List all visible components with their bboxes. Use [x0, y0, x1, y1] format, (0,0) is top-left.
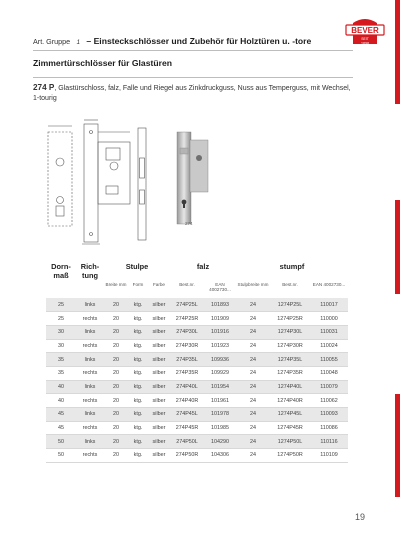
cell-richtung: links	[76, 435, 104, 449]
cell-breite: 20	[113, 425, 119, 432]
product-code: 274 P	[33, 83, 55, 92]
lock-keyhole-slot	[183, 203, 185, 208]
lock-latch	[180, 148, 188, 154]
cell-falz-nr: 274P50R	[175, 452, 199, 459]
cell-richtung: rechts	[82, 315, 98, 322]
edge-marker-lower	[395, 394, 400, 497]
page-title: – Einsteckschlösser und Zubehör für Holztüren u. -tore	[86, 36, 312, 46]
cell-breite: 20	[104, 325, 128, 339]
cell-stulpbreite: 24	[236, 380, 270, 394]
cell-breite: 20	[113, 370, 119, 377]
table-row	[46, 449, 348, 463]
subheader-ean-2: EAN 4002730...	[312, 282, 346, 287]
cell-stumpf-nr: 1274P45L	[270, 408, 310, 422]
cell-richtung: links	[76, 325, 104, 339]
cell-falz-ean: 101909	[211, 315, 229, 322]
cell-dorn: 30	[46, 325, 76, 339]
subheader-ean: EAN 4002730...	[209, 282, 231, 292]
cell-falz-ean: 101893	[204, 298, 236, 312]
cell-form: ktg.	[128, 353, 148, 367]
col-falz: falz	[196, 262, 210, 271]
logo-sub: SEIT	[361, 37, 369, 41]
lock-product-photo	[163, 118, 213, 248]
cell-dorn: 50	[58, 452, 64, 459]
cell-dorn: 25	[46, 298, 76, 312]
cell-stumpf-ean: 110048	[320, 370, 338, 377]
cell-breite: 20	[113, 315, 119, 322]
cell-stumpf-nr: 1274P30L	[270, 325, 310, 339]
cell-form: ktg.	[128, 380, 148, 394]
cell-breite: 20	[104, 435, 128, 449]
page-header	[33, 31, 341, 49]
cell-dorn: 35	[58, 370, 64, 377]
lock-faceplate	[177, 132, 191, 224]
cell-farbe: silber	[152, 315, 166, 322]
cell-farbe: silber	[152, 397, 166, 404]
cell-form: ktg.	[133, 315, 143, 322]
cell-form: ktg.	[128, 325, 148, 339]
header-divider	[33, 50, 353, 51]
section-title: Zimmertürschlösser für Glastüren	[33, 58, 172, 68]
cell-dorn: 45	[46, 408, 76, 422]
cell-farbe: silber	[152, 342, 166, 349]
cell-breite: 20	[104, 298, 128, 312]
cell-falz-ean: 101985	[211, 425, 229, 432]
table-row	[46, 435, 348, 449]
cell-stumpf-ean: 110000	[320, 315, 338, 322]
cell-form: ktg.	[128, 298, 148, 312]
cell-breite: 20	[104, 408, 128, 422]
col-richtung: Rich-tung	[80, 262, 100, 280]
product-text: , Glastürschloss, falz, Falle und Riegel aus Zinkdruckguss, Nuss aus Temperguss, mit Wechsel, 1-tourig	[33, 85, 351, 102]
cell-farbe: silber	[148, 435, 170, 449]
bever-logo	[345, 14, 385, 50]
cell-falz-nr: 274P35R	[175, 370, 199, 377]
cell-farbe: silber	[148, 325, 170, 339]
cell-farbe: silber	[148, 408, 170, 422]
cell-richtung: links	[76, 380, 104, 394]
table-row	[46, 380, 348, 394]
cell-stumpf-ean: 110116	[310, 435, 348, 449]
cell-falz-nr: 274P50L	[170, 435, 204, 449]
cell-falz-nr: 274P30R	[175, 342, 199, 349]
cell-farbe: silber	[152, 425, 166, 432]
cell-stumpf-ean: 110055	[310, 353, 348, 367]
cell-stumpf-nr: 1274P30R	[277, 342, 303, 349]
cell-stumpf-nr: 1274P35R	[277, 370, 303, 377]
edge-marker-middle	[395, 200, 400, 294]
cell-stulpbreite: 24	[250, 452, 256, 459]
cell-richtung: rechts	[82, 342, 98, 349]
cell-breite: 20	[113, 452, 119, 459]
cell-falz-nr: 274P35L	[170, 353, 204, 367]
section-divider	[33, 77, 353, 78]
col-stulpe: Stulpe	[125, 262, 149, 271]
table-row	[46, 298, 348, 312]
product-table	[46, 262, 348, 463]
subheader-empty	[76, 282, 104, 298]
cell-stumpf-ean: 110079	[310, 380, 348, 394]
cell-farbe: silber	[148, 353, 170, 367]
cell-richtung: rechts	[82, 397, 98, 404]
cell-falz-ean: 101916	[204, 325, 236, 339]
cell-breite: 20	[113, 342, 119, 349]
cell-form: ktg.	[133, 425, 143, 432]
col-dornmass: Dorn-maß	[51, 262, 71, 280]
group-label: Art. Gruppe	[33, 37, 71, 46]
cell-form: ktg.	[133, 397, 143, 404]
col-stumpf: stumpf	[279, 262, 305, 271]
cell-richtung: rechts	[82, 425, 98, 432]
cell-stulpbreite: 24	[250, 397, 256, 404]
cell-dorn: 25	[58, 315, 64, 322]
subheader-best-nr: Best.nr.	[179, 282, 195, 287]
cell-stumpf-nr: 1274P35L	[270, 353, 310, 367]
cell-falz-ean: 109936	[204, 353, 236, 367]
cell-stumpf-nr: 1274P40L	[270, 380, 310, 394]
cell-dorn: 45	[58, 425, 64, 432]
lock-technical-drawing	[42, 118, 152, 246]
cell-stulpbreite: 24	[236, 298, 270, 312]
cell-richtung: links	[76, 408, 104, 422]
cell-falz-ean: 104290	[204, 435, 236, 449]
subheader-form: Form	[132, 282, 144, 287]
cell-dorn: 40	[58, 397, 64, 404]
table-row	[46, 339, 348, 353]
cell-farbe: silber	[152, 452, 166, 459]
cell-form: ktg.	[128, 408, 148, 422]
cell-stulpbreite: 24	[236, 353, 270, 367]
cell-falz-ean: 101961	[211, 397, 229, 404]
table-row	[46, 394, 348, 408]
cell-stumpf-ean: 110093	[310, 408, 348, 422]
cell-dorn: 30	[58, 342, 64, 349]
cell-stumpf-ean: 110031	[310, 325, 348, 339]
cell-falz-nr: 274P25L	[170, 298, 204, 312]
product-description	[33, 83, 353, 104]
cell-richtung: links	[76, 353, 104, 367]
cell-falz-ean: 109929	[211, 370, 229, 377]
cell-breite: 20	[104, 380, 128, 394]
table-row	[46, 408, 348, 422]
cell-falz-ean: 101923	[211, 342, 229, 349]
cell-falz-ean: 101954	[204, 380, 236, 394]
cell-richtung: rechts	[82, 370, 98, 377]
cell-falz-nr: 274P45L	[170, 408, 204, 422]
cell-stulpbreite: 24	[236, 325, 270, 339]
cell-breite: 20	[113, 397, 119, 404]
cell-falz-nr: 274P45R	[175, 425, 199, 432]
lock-body	[190, 140, 208, 192]
cell-stumpf-ean: 110109	[320, 452, 338, 459]
cell-stumpf-ean: 110086	[320, 425, 338, 432]
subheader-best-nr-2: Best.nr.	[282, 282, 298, 287]
subheader-empty	[46, 282, 76, 298]
logo-year: 1898	[361, 41, 369, 46]
cell-stumpf-nr: 1274P50L	[270, 435, 310, 449]
cell-stulpbreite: 24	[250, 370, 256, 377]
cell-stumpf-nr: 1274P25R	[277, 315, 303, 322]
cell-stumpf-nr: 1274P50R	[277, 452, 303, 459]
table-row	[46, 366, 348, 380]
cell-stumpf-nr: 1274P40R	[277, 397, 303, 404]
cell-form: ktg.	[133, 452, 143, 459]
subheader-stulpbreite: Stulpbreite mm	[237, 282, 269, 287]
cell-farbe: silber	[148, 298, 170, 312]
group-number: 1	[76, 40, 80, 46]
cell-stulpbreite: 24	[236, 408, 270, 422]
cell-form: ktg.	[133, 370, 143, 377]
cell-stumpf-nr: 1274P25L	[270, 298, 310, 312]
cell-dorn: 50	[46, 435, 76, 449]
cell-falz-ean: 104306	[211, 452, 229, 459]
table-row	[46, 325, 348, 339]
page-number: 19	[355, 512, 366, 522]
logo-name: BEVER	[351, 26, 379, 35]
cell-stumpf-nr: 1274P45R	[277, 425, 303, 432]
cell-richtung: rechts	[82, 452, 98, 459]
cell-stumpf-ean: 110024	[320, 342, 338, 349]
cell-stumpf-ean: 110062	[320, 397, 338, 404]
cell-breite: 20	[104, 353, 128, 367]
cell-stulpbreite: 24	[250, 315, 256, 322]
cell-falz-nr: 274P40R	[175, 397, 199, 404]
cell-dorn: 35	[46, 353, 76, 367]
photo-label: 274	[185, 221, 193, 226]
cell-farbe: silber	[148, 380, 170, 394]
cell-falz-nr: 274P30L	[170, 325, 204, 339]
cell-stumpf-ean: 110017	[310, 298, 348, 312]
table-row	[46, 353, 348, 367]
cell-dorn: 40	[46, 380, 76, 394]
cell-falz-nr: 274P40L	[170, 380, 204, 394]
cell-stulpbreite: 24	[250, 425, 256, 432]
cell-stulpbreite: 24	[250, 342, 256, 349]
edge-marker-top	[395, 0, 400, 104]
cell-farbe: silber	[152, 370, 166, 377]
lock-spindle-hole	[196, 155, 202, 161]
cell-falz-nr: 274P25R	[175, 315, 199, 322]
subheader-breite: Breite mm	[105, 282, 127, 287]
table-row	[46, 421, 348, 435]
cell-stulpbreite: 24	[236, 435, 270, 449]
cell-richtung: links	[76, 298, 104, 312]
subheader-farbe: Farbe	[152, 282, 165, 287]
cell-falz-ean: 101978	[204, 408, 236, 422]
table-row	[46, 312, 348, 326]
cell-form: ktg.	[133, 342, 143, 349]
cell-form: ktg.	[128, 435, 148, 449]
